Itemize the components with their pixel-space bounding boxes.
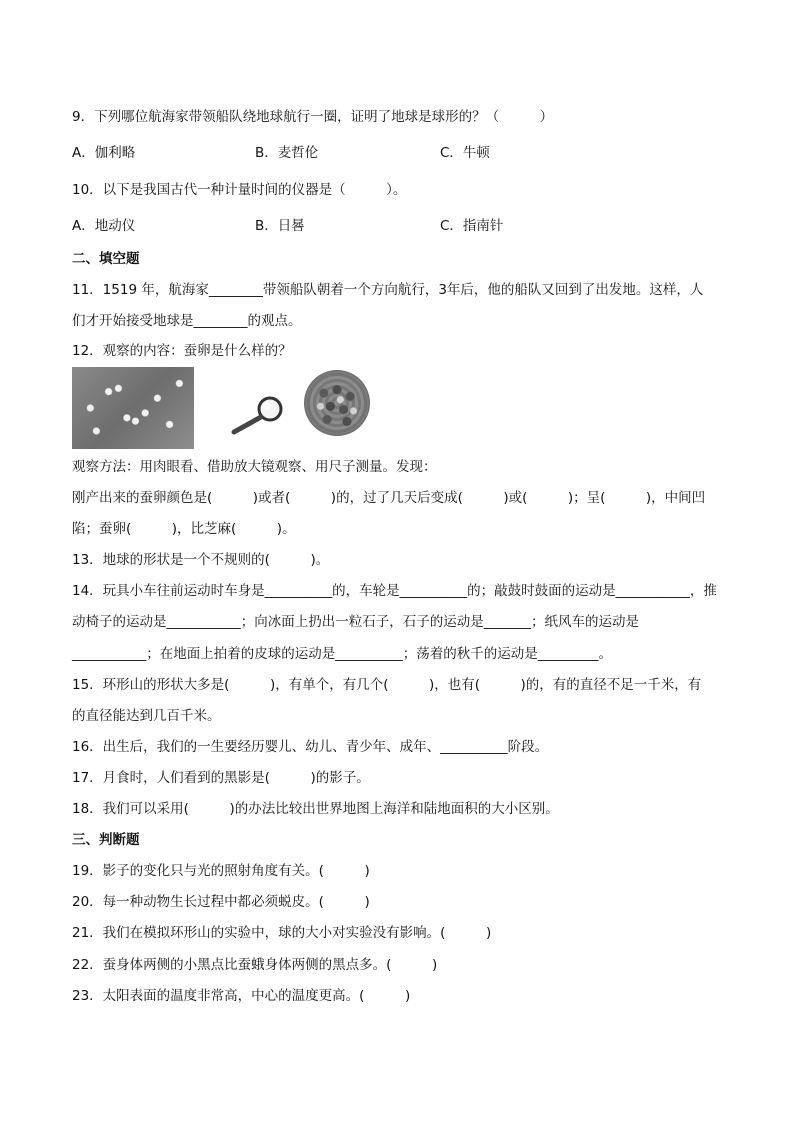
section-heading-true-false: 三、判断题 [72,832,140,848]
question-14-line-2: 动椅子的运动是___________；向冰面上扔出一粒石子，石子的运动是_______；纸风车的运动是 [72,614,639,630]
question-21: 21．我们在模拟环形山的实验中，球的大小对实验没有影响。( ) [72,925,492,941]
question-11-line-1: 11．1519 年，航海家________带领船队朝着一个方向航行，3年后，他的船队又回到了出发地。这样，人 [72,282,704,298]
question-9-option-b[interactable]: B．麦哲伦 [255,145,319,161]
question-17: 17．月食时，人们看到的黑影是( )的影子。 [72,770,370,786]
question-10-options [72,216,732,236]
question-14-line-1: 14．玩具小车往前运动时车身是__________的，车轮是__________的；敲鼓时鼓面的运动是___________，推 [72,583,717,599]
question-12-findings-line-2: 陷；蚕卵( )，比芝麻( )。 [72,521,296,537]
question-18: 18．我们可以采用( )的办法比较出世界地图上海洋和陆地面积的大小区别。 [72,801,559,817]
question-10-stem: 10．以下是我国古代一种计量时间的仪器是（ ）。 [72,182,407,198]
question-10-option-a[interactable]: A．地动仪 [72,218,136,234]
question-12-findings-line-1: 刚产出来的蚕卵颜色是( )或者( )的，过了几天后变成( )或( )；呈( )，中间凹 [72,490,706,506]
question-14-line-3: ___________；在地面上拍着的皮球的运动是__________；荡着的秋千的运动是_________。 [72,646,612,662]
question-9-options [72,143,732,163]
question-11-line-2: 们才开始接受地球是________的观点。 [72,313,302,329]
silkworm-eggs-photo [72,367,194,449]
question-15-line-2: 的直径能达到几百千米。 [72,708,221,724]
magnifier-icon [230,395,286,435]
question-15-line-1: 15．环形山的形状大多是( )，有单个，有几个( )，也有( )的，有的直径不足一千米，有 [72,677,702,693]
question-9-option-a[interactable]: A．伽利略 [72,145,136,161]
question-10-option-c[interactable]: C．指南针 [440,218,504,234]
question-16: 16．出生后，我们的一生要经历婴儿、幼儿、青少年、成年、__________阶段。 [72,739,549,755]
question-10-option-b[interactable]: B．日晷 [255,218,305,234]
question-12-stem: 12．观察的内容：蚕卵是什么样的？ [72,343,292,359]
question-9-stem: 9．下列哪位航海家带领船队绕地球航行一圈，证明了地球是球形的？（ ） [72,109,554,125]
question-12-method: 观察方法：用肉眼看、借助放大镜观察、用尺子测量。发现： [72,459,437,475]
question-23: 23．太阳表面的温度非常高，中心的温度更高。( ) [72,988,411,1004]
magnified-eggs-photo [304,370,370,436]
section-heading-fill-in: 二、填空题 [72,251,140,267]
question-9-option-c[interactable]: C．牛顿 [440,145,490,161]
question-22: 22．蚕身体两侧的小黑点比蚕蛾身体两侧的黑点多。( ) [72,957,438,973]
question-20: 20．每一种动物生长过程中都必须蜕皮。( ) [72,894,370,910]
question-13: 13．地球的形状是一个不规则的( )。 [72,552,330,568]
question-19: 19．影子的变化只与光的照射角度有关。( ) [72,863,370,879]
